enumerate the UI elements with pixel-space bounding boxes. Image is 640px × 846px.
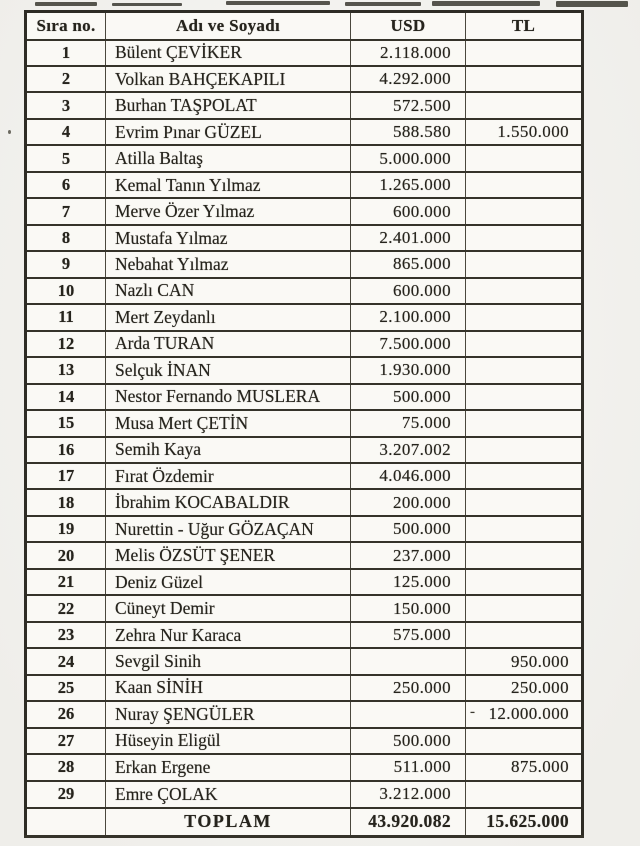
usd-cell: 588.580 <box>351 119 466 145</box>
name-cell: Nebahat Yılmaz <box>106 251 351 277</box>
row-number-cell: 1 <box>26 40 106 66</box>
row-number-cell: 29 <box>26 781 106 808</box>
tl-cell <box>466 542 583 568</box>
row-number-cell: 2 <box>26 66 106 92</box>
usd-cell <box>351 701 466 727</box>
tl-value: 1.550.000 <box>497 122 569 142</box>
name-cell: Arda TURAN <box>106 331 351 357</box>
table-row <box>26 331 583 357</box>
tl-cell <box>466 701 583 727</box>
tl-cell <box>466 410 583 436</box>
row-number-cell: 16 <box>26 437 106 463</box>
usd-cell: 2.401.000 <box>351 225 466 251</box>
table-header <box>26 12 583 40</box>
usd-cell: 1.930.000 <box>351 357 466 383</box>
name-cell: Nazlı CAN <box>106 278 351 304</box>
tl-cell <box>466 331 583 357</box>
table-row <box>26 384 583 410</box>
table-row <box>26 701 583 727</box>
scan-artifact <box>35 2 97 6</box>
table-row <box>26 516 583 542</box>
total-label: TOPLAM <box>106 808 351 837</box>
name-cell: Erkan Ergene <box>106 754 351 780</box>
total-empty-cell <box>26 808 106 837</box>
scan-artifact <box>112 3 182 6</box>
usd-cell: 500.000 <box>351 728 466 754</box>
table-row <box>26 622 583 648</box>
row-number-cell: 3 <box>26 92 106 118</box>
tl-cell <box>466 781 583 808</box>
row-number-cell: 14 <box>26 384 106 410</box>
usd-cell: 2.100.000 <box>351 304 466 330</box>
usd-cell: 250.000 <box>351 675 466 701</box>
table-row <box>26 728 583 754</box>
row-number-cell: 9 <box>26 251 106 277</box>
tl-cell <box>466 569 583 595</box>
usd-cell: 4.292.000 <box>351 66 466 92</box>
row-number-cell: 4 <box>26 119 106 145</box>
table-row <box>26 542 583 568</box>
table-row <box>26 595 583 621</box>
tl-cell <box>466 754 583 780</box>
tl-value: 875.000 <box>510 757 569 777</box>
row-number-cell: 8 <box>26 225 106 251</box>
tl-cell <box>466 66 583 92</box>
row-number-cell: 24 <box>26 648 106 674</box>
table-row <box>26 410 583 436</box>
tl-cell <box>466 622 583 648</box>
tl-cell <box>466 304 583 330</box>
tl-cell <box>466 278 583 304</box>
name-cell: Melis ÖZSÜT ŞENER <box>106 542 351 568</box>
usd-cell: 125.000 <box>351 569 466 595</box>
tl-cell <box>466 437 583 463</box>
col-header-tl: TL <box>466 12 583 40</box>
scan-artifact <box>345 2 421 6</box>
row-number-cell: 10 <box>26 278 106 304</box>
row-number-cell: 22 <box>26 595 106 621</box>
table-body <box>26 40 583 808</box>
table-row <box>26 754 583 780</box>
header-row <box>26 12 583 40</box>
usd-cell: 4.046.000 <box>351 463 466 489</box>
tl-cell <box>466 516 583 542</box>
scan-artifact <box>556 1 628 7</box>
usd-cell: 575.000 <box>351 622 466 648</box>
row-number-cell: 23 <box>26 622 106 648</box>
tl-value: 250.000 <box>510 677 569 697</box>
name-cell: Fırat Özdemir <box>106 463 351 489</box>
tl-cell <box>466 40 583 66</box>
table-row <box>26 172 583 198</box>
table-row <box>26 145 583 171</box>
usd-cell: 3.207.002 <box>351 437 466 463</box>
tl-cell <box>466 489 583 515</box>
row-number-cell: 12 <box>26 331 106 357</box>
name-cell: Nuray ŞENGÜLER <box>106 701 351 727</box>
tl-cell <box>466 675 583 701</box>
name-cell: Nurettin - Uğur GÖZAÇAN <box>106 516 351 542</box>
row-number-cell: 19 <box>26 516 106 542</box>
usd-cell: 865.000 <box>351 251 466 277</box>
table-row <box>26 278 583 304</box>
row-number-cell: 7 <box>26 198 106 224</box>
total-row <box>26 808 583 837</box>
name-cell: Merve Özer Yılmaz <box>106 198 351 224</box>
table-row <box>26 225 583 251</box>
usd-cell: 237.000 <box>351 542 466 568</box>
name-cell: Hüseyin Eligül <box>106 728 351 754</box>
table-row <box>26 489 583 515</box>
table-row <box>26 251 583 277</box>
row-number-cell: 25 <box>26 675 106 701</box>
tl-cell <box>466 728 583 754</box>
name-cell: Mert Zeydanlı <box>106 304 351 330</box>
tl-value: 12.000.000 <box>488 704 569 724</box>
table-row <box>26 648 583 674</box>
row-number-cell: 27 <box>26 728 106 754</box>
table-row <box>26 357 583 383</box>
tl-cell <box>466 384 583 410</box>
total-tl-value: 15.625.000 <box>466 808 583 837</box>
scan-mark: - <box>470 704 476 721</box>
row-number-cell: 6 <box>26 172 106 198</box>
name-cell: Selçuk İNAN <box>106 357 351 383</box>
tl-cell <box>466 145 583 171</box>
usd-cell: 200.000 <box>351 489 466 515</box>
name-cell: Kaan SİNİH <box>106 675 351 701</box>
table-row <box>26 66 583 92</box>
name-cell: Atilla Baltaş <box>106 145 351 171</box>
name-cell: Kemal Tanın Yılmaz <box>106 172 351 198</box>
row-number-cell: 26 <box>26 701 106 727</box>
name-cell: Sevgil Sinih <box>106 648 351 674</box>
name-cell: Cüneyt Demir <box>106 595 351 621</box>
name-cell: Semih Kaya <box>106 437 351 463</box>
col-header-name: Adı ve Soyadı <box>106 12 351 40</box>
usd-cell: 500.000 <box>351 516 466 542</box>
row-number-cell: 15 <box>26 410 106 436</box>
usd-cell: 500.000 <box>351 384 466 410</box>
row-number-cell: 18 <box>26 489 106 515</box>
usd-cell: 572.500 <box>351 92 466 118</box>
row-number-cell: 21 <box>26 569 106 595</box>
scan-artifact <box>432 1 540 6</box>
table-row <box>26 40 583 66</box>
tl-value: 950.000 <box>510 651 569 671</box>
table-row <box>26 675 583 701</box>
table-row <box>26 119 583 145</box>
usd-cell: 3.212.000 <box>351 781 466 808</box>
scan-artifact <box>226 1 330 5</box>
scan-artifact <box>8 130 11 134</box>
table-row <box>26 781 583 808</box>
tl-cell <box>466 648 583 674</box>
row-number-cell: 5 <box>26 145 106 171</box>
name-cell: Zehra Nur Karaca <box>106 622 351 648</box>
table-row <box>26 437 583 463</box>
name-cell: Emre ÇOLAK <box>106 781 351 808</box>
row-number-cell: 20 <box>26 542 106 568</box>
tl-cell <box>466 225 583 251</box>
col-header-usd: USD <box>351 12 466 40</box>
tl-cell <box>466 357 583 383</box>
usd-cell: 511.000 <box>351 754 466 780</box>
tl-cell <box>466 198 583 224</box>
usd-cell: 2.118.000 <box>351 40 466 66</box>
table-row <box>26 198 583 224</box>
usd-cell: 75.000 <box>351 410 466 436</box>
name-cell: Musa Mert ÇETİN <box>106 410 351 436</box>
usd-cell: 600.000 <box>351 278 466 304</box>
table-row <box>26 92 583 118</box>
usd-cell: 5.000.000 <box>351 145 466 171</box>
table-footer <box>26 808 583 837</box>
payments-table <box>24 10 584 838</box>
usd-cell: 7.500.000 <box>351 331 466 357</box>
usd-cell: 1.265.000 <box>351 172 466 198</box>
name-cell: Deniz Güzel <box>106 569 351 595</box>
name-cell: Burhan TAŞPOLAT <box>106 92 351 118</box>
name-cell: Mustafa Yılmaz <box>106 225 351 251</box>
tl-cell <box>466 463 583 489</box>
table-row <box>26 569 583 595</box>
tl-cell <box>466 172 583 198</box>
row-number-cell: 11 <box>26 304 106 330</box>
tl-cell <box>466 595 583 621</box>
name-cell: Nestor Fernando MUSLERA <box>106 384 351 410</box>
name-cell: Evrim Pınar GÜZEL <box>106 119 351 145</box>
tl-cell <box>466 92 583 118</box>
row-number-cell: 17 <box>26 463 106 489</box>
col-header-sira-no: Sıra no. <box>26 12 106 40</box>
name-cell: Bülent ÇEVİKER <box>106 40 351 66</box>
name-cell: Volkan BAHÇEKAPILI <box>106 66 351 92</box>
usd-cell: 600.000 <box>351 198 466 224</box>
usd-cell <box>351 648 466 674</box>
row-number-cell: 13 <box>26 357 106 383</box>
row-number-cell: 28 <box>26 754 106 780</box>
tl-cell <box>466 251 583 277</box>
table-row <box>26 304 583 330</box>
name-cell: İbrahim KOCABALDIR <box>106 489 351 515</box>
total-usd-value: 43.920.082 <box>351 808 466 837</box>
usd-cell: 150.000 <box>351 595 466 621</box>
table-row <box>26 463 583 489</box>
tl-cell <box>466 119 583 145</box>
